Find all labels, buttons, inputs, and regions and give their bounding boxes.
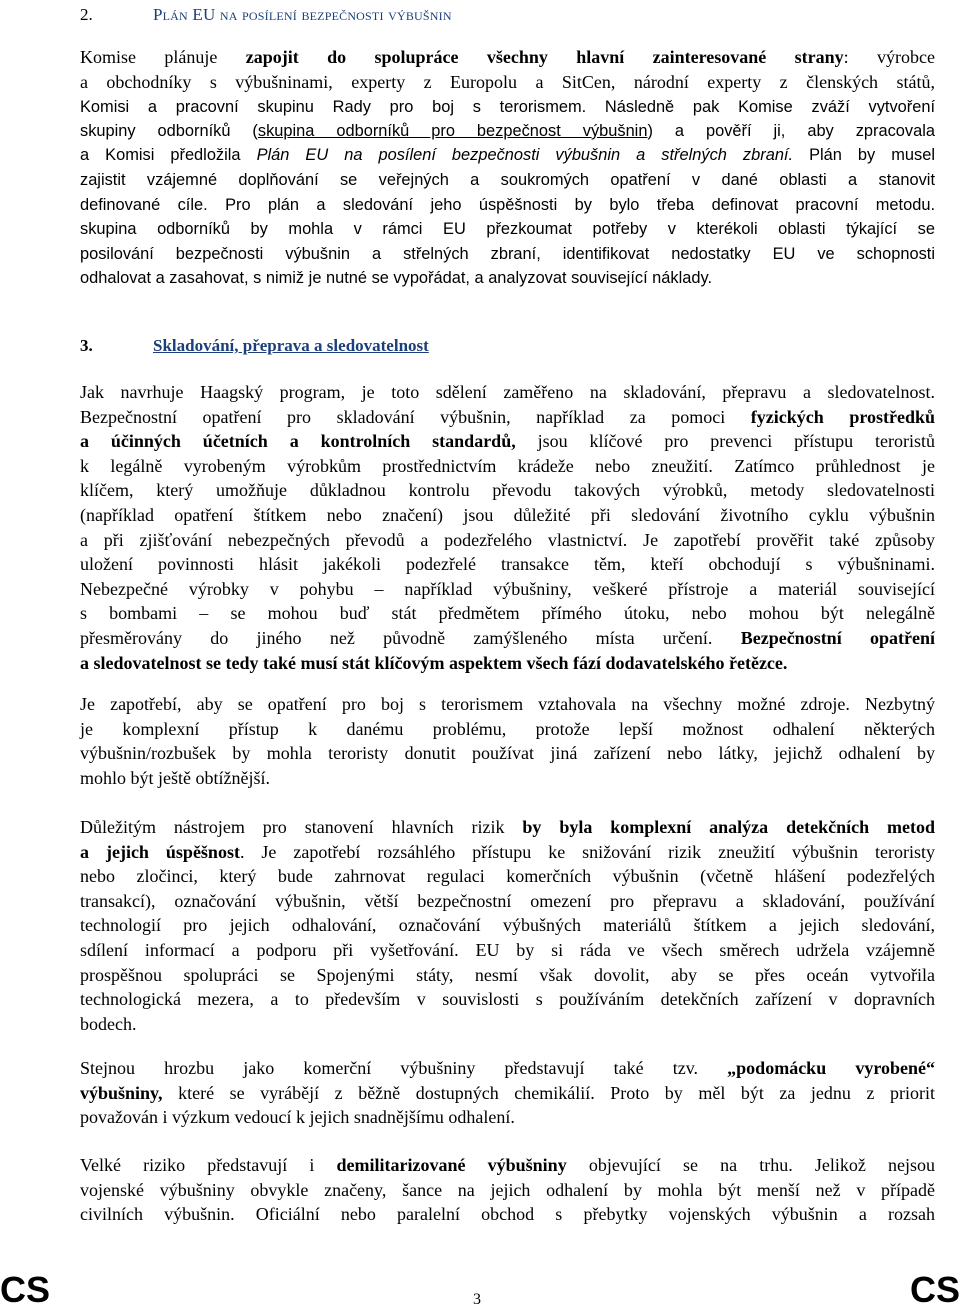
text-line: k legálně vyrobeným výrobkům prostřednictvím krádeže nebo zneužití. Zatímco průhlednost je [80, 455, 935, 476]
text-line: bodech. [80, 1013, 137, 1034]
text-line: mohlo být ještě obtížnější. [80, 767, 270, 788]
section-number: 3. [80, 336, 93, 355]
text-line: (například opatření štítkem nebo značení) jsou důležité při sledování životního cyklu výbušnin [80, 504, 935, 525]
text-line: sdílení informací a podporu při vyšetřování. EU by si ráda ve všech směrech udržela vzájemně [80, 939, 935, 960]
text-line: odhalovat a zasahovat, s nimiž je nutné se vypořádat, a analyzovat související náklady. [80, 269, 713, 288]
section-number: 2. [80, 5, 93, 24]
text-line: skupina odborníků by mohla v rámci EU přezkoumat potřeby v kterékoli oblasti týkající se [80, 220, 935, 239]
paragraph-4 [80, 815, 935, 1036]
text-line: a účinných účetních a kontrolních standardů, jsou klíčové pro prevenci přístupu teroristů [80, 431, 935, 452]
section-title: Skladování, přeprava a sledovatelnost [153, 336, 429, 355]
paragraph-5 [80, 1056, 935, 1130]
text-line: Jak navrhuje Haagský program, je toto sdělení zaměřeno na skladování, přepravu a sledovatelnost. [80, 382, 935, 402]
text-line: uložení povinnosti hlásit jakékoli podezřelé transakce těm, kteří obchodují s výbušninami. [80, 554, 935, 575]
section-title: Plán EU na posílení bezpečnosti výbušnin [153, 5, 452, 24]
text-line: transakcí), označování výbušnin, větší bezpečnostní omezení pro přepravu a skladování, používání [80, 890, 935, 911]
text-line: je komplexní přístup k danému problému, protože lepší možnost odhalení některých [80, 718, 935, 739]
text-line: a obchodníky s výbušninami, experty z Europolu a SitCen, národní experty z členských států, [80, 71, 935, 92]
page-number: 3 [473, 1291, 481, 1308]
text-line: definované cíle. Pro plán a sledování jeho úspěšnosti by bylo třeba definovat pracovní metodu. [80, 195, 935, 214]
paragraph-3 [80, 692, 935, 790]
text-line: výbušniny, které se vyrábějí z běžně dostupných chemikálií. Proto by měl být za jednu z priorit [80, 1082, 935, 1103]
text-line: Komisi a pracovní skupinu Rady pro boj s terorismem. Následně pak Komise zváží vytvoření [80, 98, 935, 117]
text-line: Bezpečnostní opatření pro skladování výbušnin, například za pomoci fyzických prostředků [80, 406, 936, 427]
text-line: Je zapotřebí, aby se opatření pro boj s terorismem vztahovala na všechny možné zdroje. Nezbytný [80, 694, 935, 714]
language-code-right: CS [909, 1269, 960, 1310]
text-line: Stejnou hrozbu jako komerční výbušniny představují také tzv. „podomácku vyrobené“ [80, 1058, 935, 1078]
text-line: považován i výzkum vedoucí k jejich snadnějšímu odhalení. [80, 1107, 515, 1128]
text-line: Velké riziko představují i demilitarizované výbušniny objevující se na trhu. Jelikož nejsou [80, 1155, 935, 1175]
text-line: výbušnin/rozbušek by mohla teroristy donutit používat jiná zařízení nebo látky, jejichž odhalení by [80, 743, 935, 764]
text-line: a při zjišťování nebezpečných převodů a podezřelého vlastnictví. Je zapotřebí prověřit také způsoby [80, 529, 935, 550]
text-line: technologická mezera, a to především v souvislosti s používáním detekčních zařízení v dopravních [80, 989, 935, 1010]
text-line: Komise plánuje zapojit do spolupráce všechny hlavní zainteresované strany: výrobce [80, 47, 935, 67]
text-line: přesměrovány do jiného než původně zamýšleného místa určení. Bezpečnostní opatření [80, 627, 935, 648]
text-line: zajistit vzájemné doplňování se veřejných a soukromých opatření v dané oblasti a stanovit [80, 170, 935, 189]
text-line: posilování bezpečnosti výbušnin a střelných zbraní, identifikovat nedostatky EU ve schopnosti [80, 244, 935, 263]
text-line: a sledovatelnost se tedy také musí stát klíčovým aspektem všech fází dodavatelského řetězce. [80, 652, 788, 673]
language-code-left: CS [0, 1269, 51, 1310]
text-line: civilních výbušnin. Oficiální nebo paralelní obchod s přebytky vojenských výbušnin a rozsah [80, 1204, 935, 1225]
paragraph-6 [80, 1153, 935, 1227]
text-line: a jejich úspěšnost. Je zapotřebí rozsáhlého přístupu ke snižování rizik zneužití výbušnin teroristy [80, 841, 935, 862]
text-line: technologií pro jejich odhalování, označování výbušných materiálů štítkem a jejich sledování, [80, 915, 935, 936]
text-line: prospěšnou spolupráci se Spojenými státy, nesmí však dovolit, aby se přes oceán vytvořila [80, 964, 935, 985]
text-line: Důležitým nástrojem pro stanovení hlavních rizik by byla komplexní analýza detekčních metod [80, 817, 935, 837]
text-line: klíčem, který umožňuje důkladnou kontrolu převodu takových výrobků, metody sledovatelnosti [80, 480, 935, 501]
paragraph-2 [80, 380, 935, 675]
text-line: skupiny odborníků (skupina odborníků pro bezpečnost výbušnin) a pověří ji, aby zpracovala [80, 121, 935, 140]
paragraph-1 [80, 45, 935, 291]
text-line: s bombami – se mohou buď stát předmětem přímého útoku, nebo mohou být nelegálně [80, 603, 935, 624]
text-line: a Komisi předložila Plán EU na posílení bezpečnosti výbušnin a střelných zbraní. Plán by musel [80, 146, 935, 165]
text-line: Nebezpečné výrobky v pohybu – například výbušniny, veškeré přístroje a materiál související [80, 578, 935, 599]
text-line: vojenské výbušniny obvykle značeny, šance na jejich odhalení by mohla být menší než v případě [80, 1179, 935, 1200]
text-line: nebo zločinci, který bude zahrnovat regulaci komerčních výbušnin (včetně hlášení podezřelých [80, 866, 935, 887]
